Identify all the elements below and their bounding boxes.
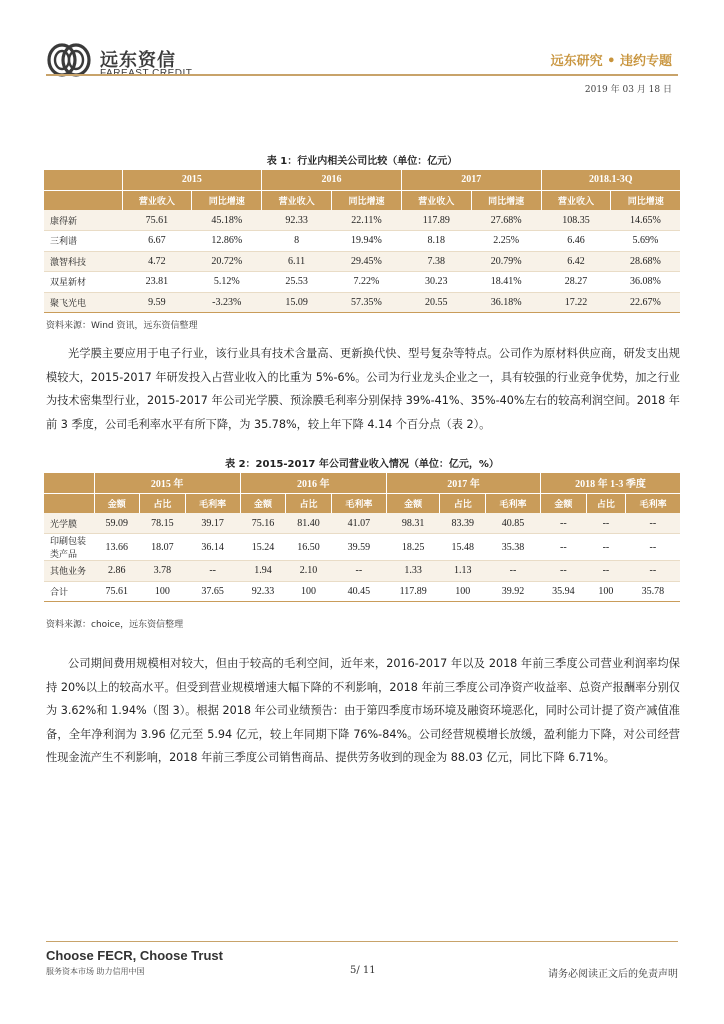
table-cell: 36.14 [185,534,240,561]
table-cell: 100 [586,581,626,602]
table2-metric-header-cell: 占比 [140,493,186,513]
table-cell: 7.22% [332,272,402,293]
table1-metric-header-cell: 同比增速 [192,190,262,210]
table-cell: 28.68% [611,251,680,272]
footer-slogan-en: Choose FECR, Choose Trust [46,948,223,963]
row-label: 光学膜 [44,513,94,534]
table-cell: 4.72 [122,251,192,272]
table-cell: 1.13 [440,561,486,582]
table-cell: 2.10 [286,561,332,582]
table-cell: 40.85 [485,513,540,534]
table-cell: 98.31 [386,513,440,534]
table-cell: -- [331,561,386,582]
table1-metric-header-cell: 同比增速 [471,190,541,210]
table2-metric-header-cell: 毛利率 [185,493,240,513]
table2-metric-header-cell: 金额 [94,493,140,513]
table1-source: 资料来源：Wind 资讯，远东资信整理 [46,321,198,331]
table2-metric-header [44,493,680,513]
table-cell: 28.27 [541,272,611,293]
table-cell: 108.35 [541,210,611,231]
table-cell: 40.45 [331,581,386,602]
table-cell: -3.23% [192,292,262,313]
table1-metric-header-cell: 同比增速 [611,190,680,210]
table-cell: 6.42 [541,251,611,272]
table1-period-header-cell: 2015 [122,170,262,190]
table-cell: 18.25 [386,534,440,561]
table2-metric-header-cell: 金额 [541,493,587,513]
table-cell: 100 [440,581,486,602]
row-label: 印刷包装类产品 [44,534,94,561]
paragraph-profitability: 公司期间费用规模相对较大，但由于较高的毛利空间，近年来，2016-2017 年以及 2018 年前三季度公司营业利润率均保持 20%以上的较高水平。但受到营业规模增速大幅下降的不利影响，2018 年前三季度公司净资产收益率、总资产报酬率分别仅为 3.62%和 1.94%（图 3）。根据 2018 年公司业绩预告：由于第四季度市场环境及融资环境恶化，同时公司计提了资产减值准备，全年净利润为 3.96 亿元至 5.94 亿元，较上年同期下降 76%-84%。公司经营规模增长放缓，盈利能力下降，对公司经营性现金流产生不利影响，2018 年前三季度公司销售商品、提供劳务收到的现金为 88.03 亿元，同比下降 6.71%。 [46,657,680,764]
page-number: 5/ 11 [350,965,376,976]
table2-period-header-cell: 2015 年 [94,473,240,493]
table-cell: 45.18% [192,210,262,231]
table-cell: 14.65% [611,210,680,231]
table-cell: 9.59 [122,292,192,313]
table-cell: 35.78 [626,581,680,602]
table-cell: 30.23 [401,272,471,293]
table1-title: 表 1：行业内相关公司比较（单位：亿元） [266,156,458,167]
table2-metric-header-cell: 占比 [440,493,486,513]
table1-metric-header [44,190,680,210]
footer-slogan-cn: 服务资本市场 助力信用中国 [46,967,145,976]
paragraph-optical-film: 光学膜主要应用于电子行业，该行业具有技术含量高、更新换代快、型号复杂等特点。公司作为原材料供应商，研发支出规模较大，2015-2017 年研发投入占营业收入的比重为 5%-6%。公司为行业龙头企业之一，具有较强的行业竞争优势，加之行业为技术密集型行业，2015-2017 年公司光学膜、预涂膜毛利率分别保持 39%-41%、35%-40%左右的较高利润空间。2018 年前 3 季度，公司毛利率水平有所下降，为 35.78%，较上年下降 4.14 个百分点（表 2）。 [46,347,680,431]
table-cell: 18.41% [471,272,541,293]
table-cell: 39.92 [485,581,540,602]
table2-metric-header-cell: 金额 [240,493,286,513]
table1-body [44,210,680,313]
table1-metric-header-cell: 营业收入 [122,190,192,210]
table-cell: 19.94% [332,231,402,252]
table2-period-header [44,473,680,493]
table2-metric-header-cell: 毛利率 [485,493,540,513]
table-cell: 25.53 [262,272,332,293]
table-cell: 39.59 [331,534,386,561]
table-row [44,534,680,561]
table1-metric-header-cell: 营业收入 [262,190,332,210]
table2-period-header-cell: 2018 年 1-3 季度 [541,473,680,493]
table-cell: 1.33 [386,561,440,582]
table-cell: 117.89 [386,581,440,602]
table-cell: 75.61 [94,581,140,602]
table-cell: 100 [286,581,332,602]
footer-disclaimer: 请务必阅读正文后的免责声明 [548,969,678,980]
table-cell: 6.67 [122,231,192,252]
table1-metric-header-cell: 营业收入 [541,190,611,210]
table-cell: 100 [140,581,186,602]
table-cell: 75.16 [240,513,286,534]
footer-divider [46,941,678,942]
table-row [44,513,680,534]
table-cell: -- [586,534,626,561]
table1-period-header-cell: 2016 [262,170,402,190]
table-cell: 117.89 [401,210,471,231]
table2-metric-header-cell: 占比 [286,493,332,513]
table-cell: 29.45% [332,251,402,272]
table2-metric-header-cell: 毛利率 [331,493,386,513]
table-cell: 20.55 [401,292,471,313]
table1-metric-header-cell: 营业收入 [401,190,471,210]
table-cell: 36.18% [471,292,541,313]
table-row [44,581,680,602]
row-label: 三利谱 [44,231,122,252]
table-cell: 35.38 [485,534,540,561]
table-cell: -- [185,561,240,582]
table1-metric-header-cell: 同比增速 [332,190,402,210]
table-cell: 3.78 [140,561,186,582]
table-cell: 7.38 [401,251,471,272]
table2-revenue-breakdown [44,473,680,602]
table-cell: -- [626,561,680,582]
table2-period-header-cell: 2017 年 [386,473,540,493]
table-cell: 15.09 [262,292,332,313]
table-row [44,272,680,293]
table-cell: 5.12% [192,272,262,293]
table-cell: -- [541,561,587,582]
table-cell: 41.07 [331,513,386,534]
table-cell: 13.66 [94,534,140,561]
table-cell: 2.86 [94,561,140,582]
table-row [44,561,680,582]
report-date: 2019 年 03 月 18 日 [584,85,672,95]
table-cell: 12.86% [192,231,262,252]
table-cell: 6.11 [262,251,332,272]
row-label: 激智科技 [44,251,122,272]
logo-name-cn: 远东资信 [100,50,176,71]
table-cell: 5.69% [611,231,680,252]
row-label: 合计 [44,581,94,602]
table-cell: 78.15 [140,513,186,534]
table-cell: -- [586,513,626,534]
table-cell: 92.33 [262,210,332,231]
row-label: 双星新材 [44,272,122,293]
table2-metric-header-cell: 金额 [386,493,440,513]
table-cell: 15.48 [440,534,486,561]
page-header [0,0,724,100]
table-cell: 23.81 [122,272,192,293]
table-cell: 22.67% [611,292,680,313]
table-cell: 75.61 [122,210,192,231]
table1-period-header-cell: 2018.1-3Q [541,170,680,190]
table2-title: 表 2：2015-2017 年公司营业收入情况（单位：亿元，%） [225,459,499,470]
table-cell: 27.68% [471,210,541,231]
table-cell: 22.11% [332,210,402,231]
table-cell: -- [485,561,540,582]
section-title: 远东研究 • 违约专题 [550,54,672,69]
table-cell: 8 [262,231,332,252]
table-cell: 92.33 [240,581,286,602]
table-row [44,231,680,252]
table-cell: 20.79% [471,251,541,272]
table-row [44,251,680,272]
table-cell: 37.65 [185,581,240,602]
table-cell: 35.94 [541,581,587,602]
table2-period-header-cell: 2016 年 [240,473,386,493]
table-cell: 81.40 [286,513,332,534]
table2-body [44,513,680,602]
table-cell: 16.50 [286,534,332,561]
table-cell: -- [626,534,680,561]
table-cell: 36.08% [611,272,680,293]
table-cell: 59.09 [94,513,140,534]
table-cell: 6.46 [541,231,611,252]
table-cell: 83.39 [440,513,486,534]
table-cell: 2.25% [471,231,541,252]
table1-period-header-cell: 2017 [401,170,541,190]
table-cell: 1.94 [240,561,286,582]
table-cell: -- [586,561,626,582]
table2-metric-header-cell: 毛利率 [626,493,680,513]
table2-source: 资料来源：choice，远东资信整理 [46,620,184,630]
table1-company-comparison [44,170,680,313]
table1-period-header [44,170,680,190]
table-cell: 18.07 [140,534,186,561]
row-label: 康得新 [44,210,122,231]
header-divider [46,74,678,76]
table2-metric-header-cell: 占比 [586,493,626,513]
table-cell: 20.72% [192,251,262,272]
table-row [44,292,680,313]
table-cell: -- [626,513,680,534]
table-cell: -- [541,513,587,534]
table-cell: 17.22 [541,292,611,313]
row-label: 其他业务 [44,561,94,582]
row-label: 聚飞光电 [44,292,122,313]
table-cell: 15.24 [240,534,286,561]
table-cell: 8.18 [401,231,471,252]
table-cell: -- [541,534,587,561]
table-cell: 39.17 [185,513,240,534]
table-row [44,210,680,231]
table-cell: 57.35% [332,292,402,313]
